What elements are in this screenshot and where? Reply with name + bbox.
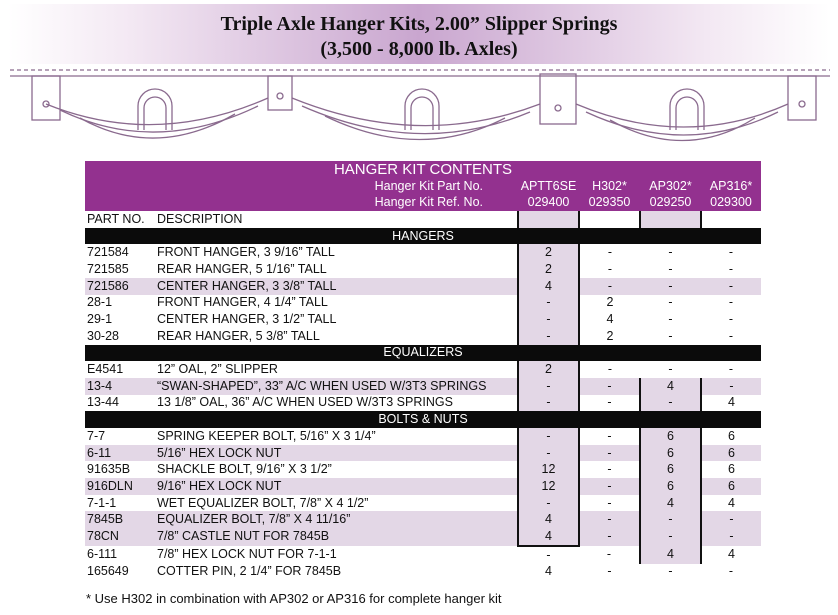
- kit-ref-0: 029400: [518, 194, 579, 211]
- part-number: E4541: [87, 362, 124, 377]
- part-number: 13-4: [85, 378, 157, 395]
- kit-part-2: AP302*: [640, 178, 701, 195]
- quantity-0: 4: [518, 511, 579, 528]
- quantity-3: -: [701, 528, 761, 546]
- table-row: [85, 495, 761, 512]
- quantity-0: -: [518, 445, 579, 462]
- quantity-3: 4: [728, 495, 735, 510]
- quantity-1: -: [607, 362, 613, 377]
- description: CENTER HANGER, 3 1/2” TALL: [157, 312, 337, 327]
- part-number: 91635B: [87, 462, 131, 477]
- part-number: 916DLN: [85, 478, 157, 495]
- table-heading-row: [85, 161, 761, 178]
- quantity-3: -: [701, 378, 761, 395]
- quantity-2: -: [668, 261, 673, 276]
- quantity-2: -: [668, 295, 673, 310]
- quantity-3: -: [728, 312, 734, 327]
- part-number: 28-1: [87, 295, 113, 310]
- description: WET EQUALIZER BOLT, 7/8” X 4 1/2”: [157, 495, 369, 510]
- table-row: [85, 278, 761, 295]
- kit-ref-2: 029250: [640, 194, 701, 211]
- table-row: [85, 244, 761, 261]
- part-number: 13-44: [87, 395, 119, 410]
- quantity-2: 4: [640, 546, 701, 564]
- quantity-0: -: [546, 547, 551, 562]
- quantity-1: 4: [606, 312, 614, 327]
- quantity-1: -: [607, 564, 612, 579]
- part-number: 7-1-1: [87, 495, 117, 510]
- quantity-1: -: [607, 261, 613, 276]
- quantity-2: -: [640, 278, 701, 295]
- description: 7/8” HEX LOCK NUT FOR 7-1-1: [157, 547, 337, 562]
- quantity-3: 6: [728, 428, 735, 443]
- kit-ref-number-row: [85, 194, 761, 211]
- quantity-2: -: [668, 564, 673, 579]
- part-number: 30-28: [87, 328, 119, 343]
- quantity-0: -: [518, 378, 579, 395]
- quantity-0: -: [518, 495, 579, 512]
- part-number: 721585: [87, 261, 129, 276]
- quantity-3: 6: [701, 478, 761, 495]
- description: FRONT HANGER, 3 9/16” TALL: [157, 245, 335, 260]
- part-number: 6-11: [85, 445, 157, 462]
- section-header: [85, 345, 761, 362]
- quantity-3: 6: [701, 445, 761, 462]
- column-header-row: [85, 211, 761, 228]
- table-row: [85, 361, 761, 378]
- table-row: [85, 295, 761, 312]
- quantity-0: -: [518, 395, 579, 412]
- description: COTTER PIN, 2 1/4” FOR 7845B: [157, 564, 342, 579]
- quantity-1: -: [579, 511, 640, 528]
- quantity-0: 12: [518, 461, 579, 478]
- quantity-0: 2: [518, 244, 579, 261]
- table-row: [85, 546, 761, 564]
- quantity-1: -: [607, 395, 612, 410]
- footnote: * Use H302 in combination with AP302 or AP316 for complete hanger kit: [86, 591, 502, 606]
- table-row: [85, 511, 761, 528]
- quantity-1: -: [607, 245, 613, 260]
- description: EQUALIZER BOLT, 7/8” X 4 11/16”: [157, 511, 518, 528]
- table-row: [85, 528, 761, 546]
- quantity-0: 2: [518, 361, 579, 378]
- quantity-0: 4: [518, 528, 579, 546]
- kit-ref-label: Hanger Kit Ref. No.: [85, 194, 518, 211]
- kit-part-label: Hanger Kit Part No.: [85, 178, 518, 195]
- kit-ref-3: 029300: [701, 194, 761, 211]
- quantity-3: 6: [728, 462, 735, 477]
- quantity-3: -: [728, 245, 734, 260]
- quantity-2: 6: [640, 428, 701, 445]
- quantity-2: 4: [640, 495, 701, 512]
- description: 13 1/8” OAL, 36” A/C WHEN USED W/3T3 SPRINGS: [157, 395, 453, 410]
- table-row: [85, 478, 761, 495]
- description: 7/8” CASTLE NUT FOR 7845B: [157, 528, 518, 546]
- quantity-2: -: [668, 328, 673, 343]
- quantity-1: -: [607, 462, 612, 477]
- quantity-3: -: [728, 328, 734, 343]
- table-row: [85, 445, 761, 462]
- description: “SWAN-SHAPED”, 33” A/C WHEN USED W/3T3 SPRINGS: [157, 378, 518, 395]
- description: 5/16” HEX LOCK NUT: [157, 445, 518, 462]
- page-title: Triple Axle Hanger Kits, 2.00” Slipper Springs: [220, 13, 618, 35]
- quantity-2: 6: [640, 478, 701, 495]
- table-heading: HANGER KIT CONTENTS: [85, 161, 761, 178]
- part-number: 7-7: [87, 428, 106, 443]
- quantity-0: -: [518, 328, 579, 345]
- description: CENTER HANGER, 3 3/8” TALL: [157, 278, 518, 295]
- column-description: DESCRIPTION: [157, 211, 243, 226]
- page-subtitle: (3,500 - 8,000 lb. Axles): [320, 38, 518, 60]
- quantity-2: -: [640, 528, 701, 546]
- section-title: BOLTS & NUTS: [85, 411, 761, 428]
- quantity-2: -: [640, 395, 701, 412]
- table-row: [85, 261, 761, 278]
- part-number: 721584: [87, 245, 129, 260]
- quantity-1: -: [606, 547, 612, 562]
- quantity-3: -: [701, 511, 761, 528]
- quantity-0: -: [518, 295, 579, 312]
- table-row: [85, 428, 761, 445]
- quantity-1: -: [579, 445, 640, 462]
- quantity-0: 12: [518, 478, 579, 495]
- quantity-3: -: [701, 278, 761, 295]
- kit-part-0: APTT6SE: [518, 178, 579, 195]
- table-row: [85, 311, 761, 328]
- description: SHACKLE BOLT, 9/16” X 3 1/2”: [157, 462, 332, 477]
- triple-axle-spring-diagram: [10, 68, 830, 158]
- quantity-1: -: [579, 478, 640, 495]
- kit-part-1: H302*: [579, 178, 640, 195]
- quantity-0: 2: [518, 261, 579, 278]
- section-header: [85, 228, 761, 245]
- quantity-0: -: [518, 428, 579, 445]
- quantity-3: 4: [728, 547, 735, 562]
- quantity-3: -: [728, 261, 734, 276]
- quantity-2: 4: [640, 378, 701, 395]
- table-row: [85, 461, 761, 478]
- column-spacer: [579, 211, 640, 228]
- quantity-1: -: [579, 528, 640, 546]
- description: SPRING KEEPER BOLT, 5/16” X 3 1/4”: [157, 428, 376, 443]
- part-number: 29-1: [87, 312, 113, 327]
- description: REAR HANGER, 5 3/8” TALL: [157, 328, 320, 343]
- hanger-kit-table: [85, 161, 761, 580]
- quantity-1: -: [579, 278, 640, 295]
- quantity-3: -: [728, 295, 734, 310]
- section-title: EQUALIZERS: [85, 345, 761, 362]
- kit-part-number-row: [85, 178, 761, 195]
- section-title: HANGERS: [85, 228, 761, 245]
- column-part-no: PART NO.: [87, 211, 145, 226]
- kit-ref-1: 029350: [579, 194, 640, 211]
- quantity-1: -: [607, 495, 612, 510]
- description: FRONT HANGER, 4 1/4” TALL: [157, 295, 328, 310]
- quantity-2: 6: [640, 461, 701, 478]
- quantity-2: -: [640, 511, 701, 528]
- description: 12” OAL, 2” SLIPPER: [157, 362, 278, 377]
- quantity-1: 2: [606, 328, 614, 343]
- column-spacer: [518, 211, 579, 228]
- quantity-0: 4: [518, 278, 579, 295]
- quantity-1: 2: [606, 295, 614, 310]
- quantity-0: -: [518, 311, 579, 328]
- table-row: [85, 328, 761, 345]
- quantity-3: 4: [728, 395, 735, 410]
- part-number: 721586: [85, 278, 157, 295]
- column-spacer: [640, 211, 701, 228]
- part-number: 6-111: [87, 547, 118, 562]
- quantity-2: -: [668, 312, 673, 327]
- quantity-2: -: [668, 245, 673, 260]
- table-row: [85, 564, 761, 581]
- quantity-2: 6: [640, 445, 701, 462]
- quantity-0: 4: [545, 564, 552, 579]
- part-number: 165649: [87, 564, 129, 579]
- table-row: [85, 378, 761, 395]
- description: 9/16” HEX LOCK NUT: [157, 478, 518, 495]
- section-header: [85, 411, 761, 428]
- part-number: 7845B: [85, 511, 157, 528]
- quantity-1: -: [607, 428, 612, 443]
- quantity-3: -: [728, 362, 734, 377]
- quantity-2: -: [668, 362, 673, 377]
- quantity-3: -: [728, 564, 734, 579]
- part-number: 78CN: [85, 528, 157, 546]
- column-spacer: [701, 211, 761, 228]
- description: REAR HANGER, 5 1/16” TALL: [157, 261, 327, 276]
- kit-part-3: AP316*: [701, 178, 761, 195]
- table-row: [85, 395, 761, 412]
- quantity-1: -: [579, 378, 640, 395]
